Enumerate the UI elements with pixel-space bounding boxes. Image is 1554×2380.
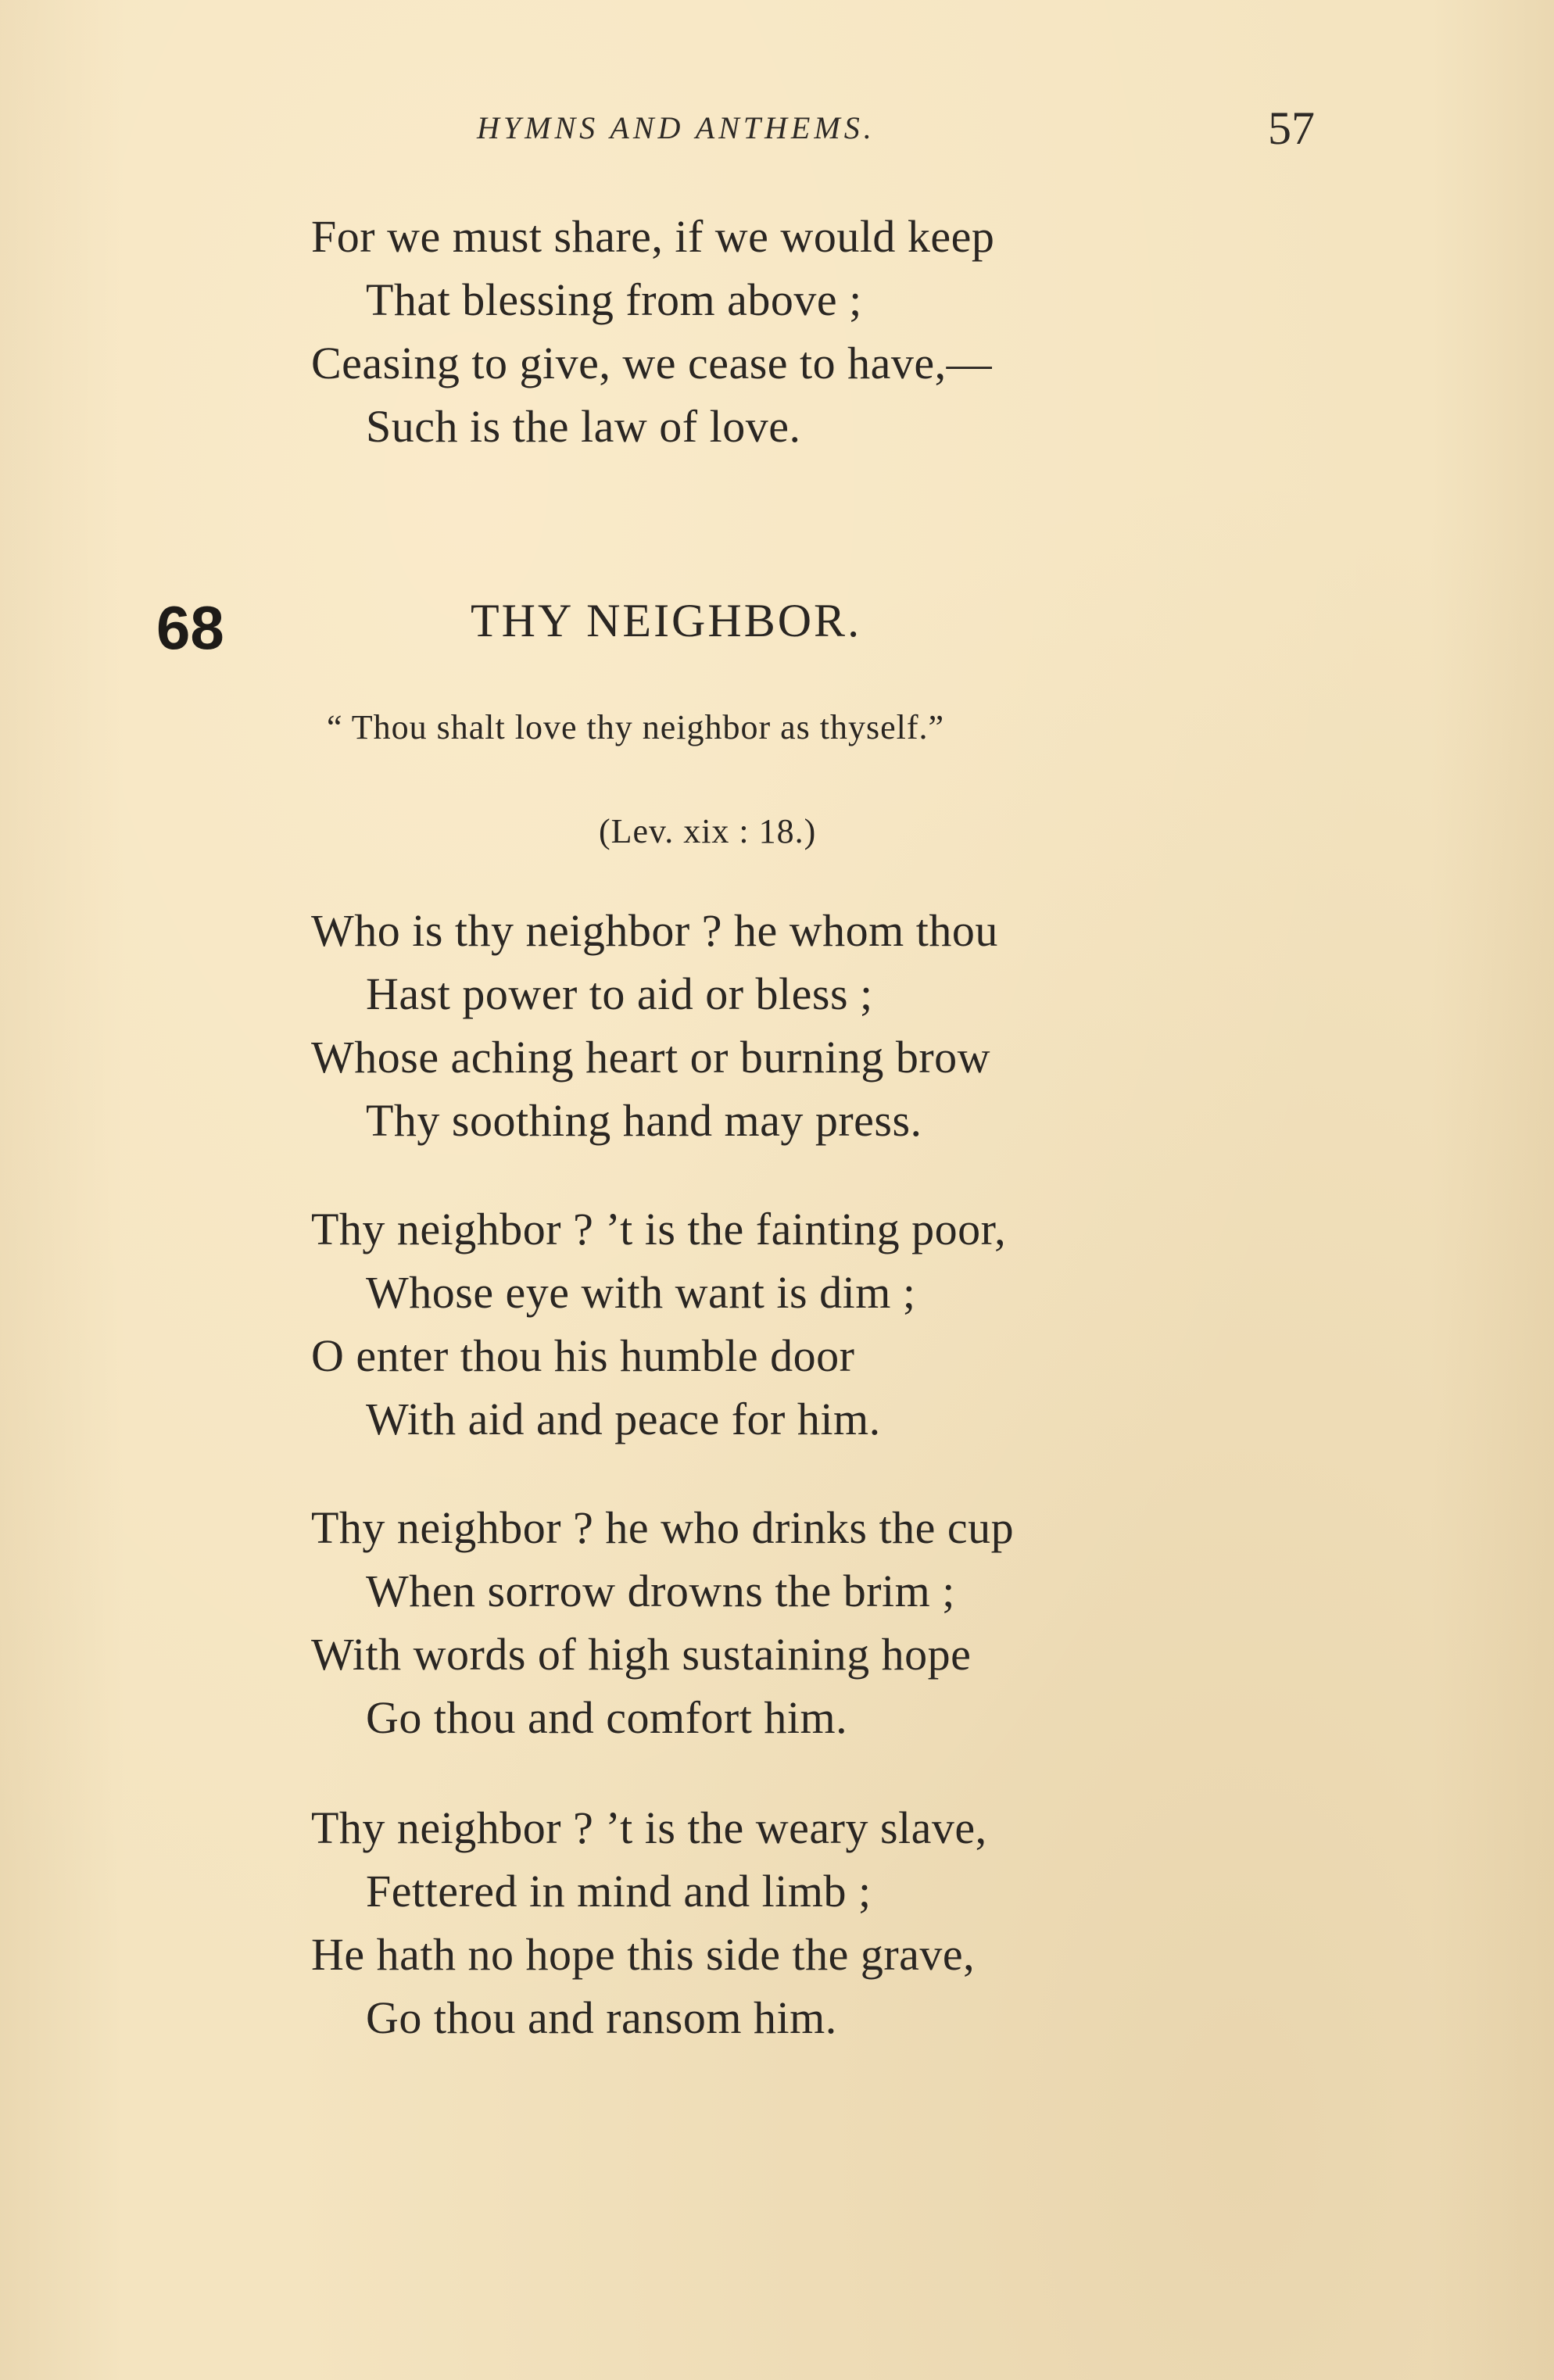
verse-line: Fettered in mind and limb ; bbox=[366, 1866, 872, 1917]
verse-line: That blessing from above ; bbox=[366, 274, 862, 325]
verse-line: Thy neighbor ? he who drinks the cup bbox=[311, 1502, 1015, 1553]
previous-hymn-closing-stanza bbox=[311, 205, 1327, 458]
verse-line: For we must share, if we would keep bbox=[311, 211, 995, 262]
stanza-2 bbox=[311, 1197, 1327, 1451]
running-head: HYMNS AND ANTHEMS. bbox=[477, 110, 875, 145]
verse-line: Thy neighbor ? ’t is the weary slave, bbox=[311, 1802, 987, 1853]
verse-line: With words of high sustaining hope bbox=[311, 1629, 972, 1680]
verse-line: Whose aching heart or burning brow bbox=[311, 1032, 991, 1083]
page-number: 57 bbox=[1268, 102, 1315, 154]
verse-line: Whose eye with want is dim ; bbox=[366, 1267, 916, 1318]
verse-line: Hast power to aid or bless ; bbox=[366, 968, 873, 1019]
verse-line: Thy neighbor ? ’t is the fainting poor, bbox=[311, 1204, 1007, 1254]
verse-line: When sorrow drowns the brim ; bbox=[366, 1566, 955, 1616]
verse-line: Ceasing to give, we cease to have,— bbox=[311, 338, 993, 388]
hymn-title: THY NEIGHBOR. bbox=[471, 595, 862, 646]
stanza-1 bbox=[311, 899, 1327, 1152]
epigraph: “ Thou shalt love thy neighbor as thyself.” bbox=[327, 708, 945, 746]
verse-line: He hath no hope this side the grave, bbox=[311, 1929, 976, 1980]
verse-line: Who is thy neighbor ? he whom thou bbox=[311, 905, 998, 956]
verse-line: Go thou and ransom him. bbox=[366, 1992, 837, 2043]
scripture-citation: (Lev. xix : 18.) bbox=[599, 812, 817, 850]
verse-line: Such is the law of love. bbox=[366, 401, 801, 452]
verse-line: With aid and peace for him. bbox=[366, 1394, 881, 1444]
verse-line: Go thou and comfort him. bbox=[366, 1692, 848, 1743]
stanza-3 bbox=[311, 1496, 1327, 1749]
stanza-4 bbox=[311, 1796, 1327, 2049]
verse-line: Thy soothing hand may press. bbox=[366, 1095, 922, 1146]
verse-line: O enter thou his humble door bbox=[311, 1330, 855, 1381]
hymn-number: 68 bbox=[156, 593, 224, 662]
